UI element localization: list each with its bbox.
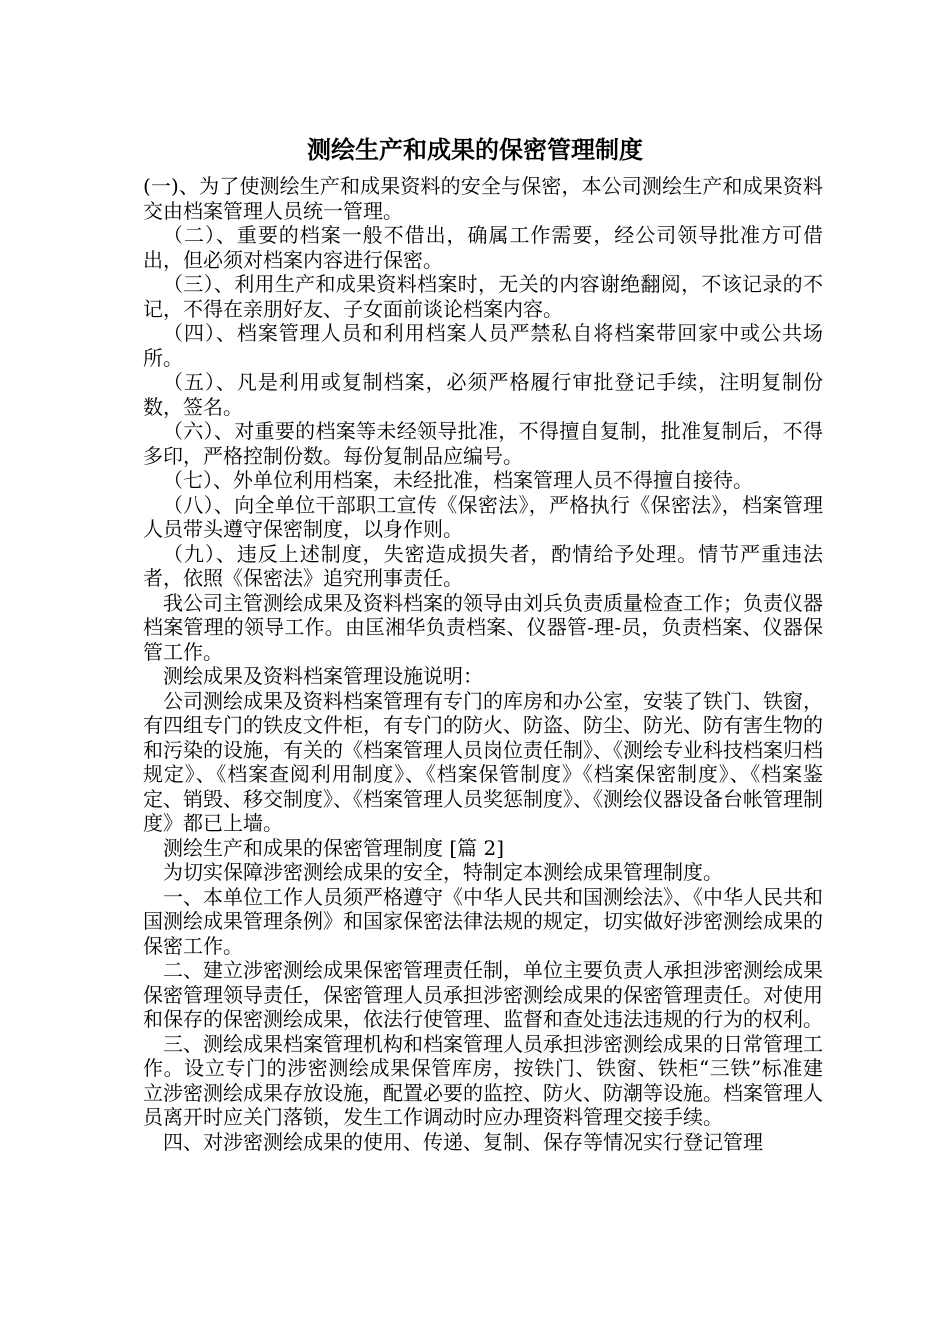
paragraph-3: （三）、利用生产和成果资料档案时，无关的内容谢绝翻阅，不该记录的不记，不得在亲朋好友、子女面前谈论档案内容。 [143, 272, 823, 321]
paragraph-17: 三、测绘成果档案管理机构和档案管理人员承担涉密测绘成果的日常管理工作。设立专门的涉密测绘成果保管库房，按铁门、铁窗、铁柜“三铁”标准建立涉密测绘成果存放设施，配置必要的监控、防火、防潮等设施。档案管理人员离开时应关门落锁，发生工作调动时应办理资料管理交接手续。 [143, 1031, 823, 1129]
paragraph-9: （九）、违反上述制度，失密造成损失者，酌情给予处理。情节严重违法者，依照《保密法》追究刑事责任。 [143, 541, 823, 590]
paragraph-14: 为切实保障涉密测绘成果的安全，特制定本测绘成果管理制度。 [163, 860, 723, 884]
document-body [143, 174, 823, 1154]
document-title: 测绘生产和成果的保密管理制度 [307, 136, 643, 164]
paragraph-1: (一)、为了使测绘生产和成果资料的安全与保密，本公司测绘生产和成果资料交由档案管理人员统一管理。 [143, 174, 823, 223]
paragraph-16: 二、建立涉密测绘成果保密管理责任制，单位主要负责人承担涉密测绘成果保密管理领导责任，保密管理人员承担涉密测绘成果的保密管理责任。对使用和保存的保密测绘成果，依法行使管理、监督和查处违法违规的行为的权利。 [143, 958, 823, 1031]
paragraph-4: （四）、档案管理人员和利用档案人员严禁私自将档案带回家中或公共场所。 [143, 321, 823, 370]
paragraph-10: 我公司主管测绘成果及资料档案的领导由刘兵负责质量检查工作；负责仪器档案管理的领导工作。由匡湘华负责档案、仪器管-理-员，负责档案、仪器保管工作。 [143, 590, 823, 664]
paragraph-13: 测绘生产和成果的保密管理制度 [篇 2] [163, 835, 505, 860]
paragraph-7: （七）、外单位利用档案，未经批准，档案管理人员不得擅自接待。 [163, 468, 753, 492]
paragraph-2: （二）、重要的档案一般不借出，确属工作需要，经公司领导批准方可借出，但必须对档案内容进行保密。 [143, 223, 823, 272]
paragraph-11: 测绘成果及资料档案管理设施说明： [163, 664, 483, 688]
paragraph-8: （八）、向全单位干部职工宣传《保密法》，严格执行《保密法》，档案管理人员带头遵守保密制度，以身作则。 [143, 492, 823, 541]
paragraph-12: 公司测绘成果及资料档案管理有专门的库房和办公室，安装了铁门、铁窗，有四组专门的铁皮文件柜，有专门的防火、防盗、防尘、防光、防有害生物的和污染的设施，有关的《档案管理人员岗位责任制》、《测绘专业科技档案归档规定》、《档案查阅利用制度》、《档案保管制度》《档案保密制度》、《档案鉴定、销毁、移交制度》、《档案管理人员奖惩制度》、《测绘仪器设备台帐管理制度》都已上墙。 [143, 688, 823, 835]
paragraph-6: （六）、对重要的档案等未经领导批准，不得擅自复制，批准复制后，不得多印，严格控制份数。每份复制品应编号。 [143, 419, 823, 468]
paragraph-15: 一、本单位工作人员须严格遵守《中华人民共和国测绘法》、《中华人民共和国测绘成果管理条例》和国家保密法律法规的规定，切实做好涉密测绘成果的保密工作。 [143, 884, 823, 958]
paragraph-18: 四、对涉密测绘成果的使用、传递、复制、保存等情况实行登记管理 [163, 1129, 763, 1154]
paragraph-5: （五）、凡是利用或复制档案，必须严格履行审批登记手续，注明复制份数，签名。 [143, 370, 823, 419]
